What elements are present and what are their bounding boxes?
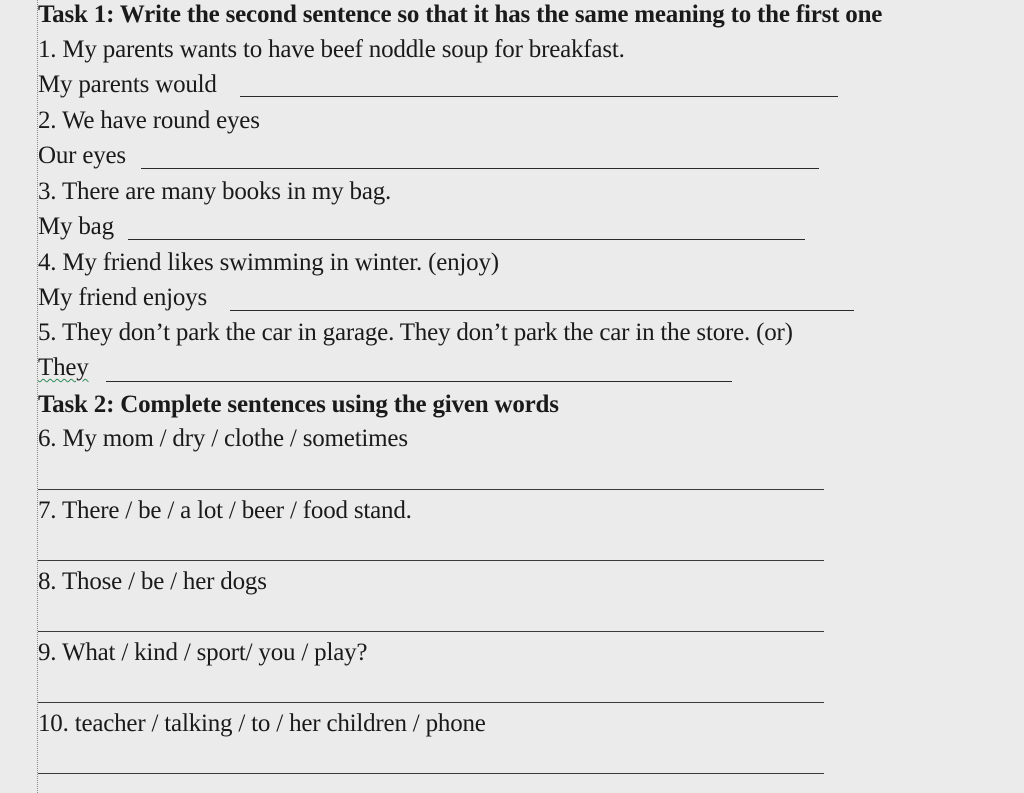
task1-heading: Task 1: Write the second sentence so that it has the same meaning to the first one bbox=[38, 1, 883, 28]
task1-starter-1: My parents would bbox=[38, 71, 217, 98]
task2-prompt-6: 6. My mom / dry / clothe / sometimes bbox=[38, 425, 408, 452]
task1-starter-2: Our eyes bbox=[38, 142, 126, 169]
task1-starter-4: My friend enjoys bbox=[38, 284, 207, 311]
task1-question-2: 2. We have round eyes bbox=[38, 107, 260, 134]
answer-blank-5[interactable] bbox=[106, 381, 732, 382]
task2-heading: Task 2: Complete sentences using the given words bbox=[38, 391, 559, 418]
answer-blank-3[interactable] bbox=[128, 239, 805, 240]
answer-blank-1[interactable] bbox=[240, 96, 838, 97]
task2-prompt-10: 10. teacher / talking / to / her children / phone bbox=[38, 710, 486, 737]
task1-question-3: 3. There are many books in my bag. bbox=[38, 178, 392, 205]
answer-line-9[interactable] bbox=[38, 702, 824, 703]
answer-line-7[interactable] bbox=[38, 560, 824, 561]
task1-starter-5-text: They bbox=[38, 354, 89, 381]
task1-question-4: 4. My friend likes swimming in winter. (enjoy) bbox=[38, 249, 499, 276]
task2-prompt-8: 8. Those / be / her dogs bbox=[38, 568, 267, 595]
task2-prompt-7: 7. There / be / a lot / beer / food stand. bbox=[38, 497, 412, 524]
answer-line-6[interactable] bbox=[38, 489, 824, 490]
task1-question-1: 1. My parents wants to have beef noddle soup for breakfast. bbox=[38, 36, 625, 63]
task1-starter-5 bbox=[38, 353, 89, 383]
task2-prompt-9: 9. What / kind / sport/ you / play? bbox=[38, 639, 368, 666]
task1-starter-3: My bag bbox=[38, 213, 114, 240]
task1-question-5: 5. They don’t park the car in garage. They don’t park the car in the store. (or) bbox=[38, 319, 793, 346]
answer-blank-2[interactable] bbox=[141, 168, 819, 169]
answer-line-10[interactable] bbox=[38, 773, 824, 774]
answer-line-8[interactable] bbox=[38, 631, 824, 632]
answer-blank-4[interactable] bbox=[230, 310, 854, 311]
